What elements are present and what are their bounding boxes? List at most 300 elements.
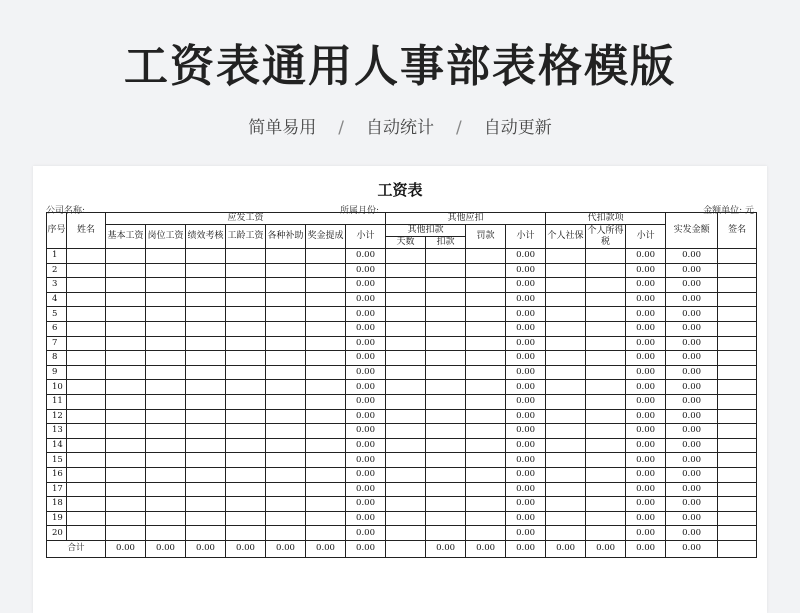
cell-sub2[interactable]: 0.00 bbox=[506, 438, 546, 453]
cell-social[interactable] bbox=[546, 497, 586, 512]
cell-penalty[interactable] bbox=[466, 292, 506, 307]
cell-sub3[interactable]: 0.00 bbox=[626, 409, 666, 424]
cell-sub3[interactable]: 0.00 bbox=[626, 249, 666, 264]
cell-net[interactable]: 0.00 bbox=[666, 263, 718, 278]
cell-perf[interactable] bbox=[186, 263, 226, 278]
cell-sub2[interactable]: 0.00 bbox=[506, 365, 546, 380]
cell-bonus[interactable] bbox=[306, 336, 346, 351]
cell-sub3[interactable]: 0.00 bbox=[626, 482, 666, 497]
cell-net[interactable]: 0.00 bbox=[666, 467, 718, 482]
cell-penalty[interactable] bbox=[466, 351, 506, 366]
cell-penalty[interactable] bbox=[466, 249, 506, 264]
cell-base[interactable] bbox=[106, 409, 146, 424]
cell-social[interactable] bbox=[546, 467, 586, 482]
cell-perf[interactable] bbox=[186, 307, 226, 322]
cell-name[interactable] bbox=[67, 321, 106, 336]
cell-sub2[interactable]: 0.00 bbox=[506, 453, 546, 468]
cell-bonus[interactable] bbox=[306, 467, 346, 482]
cell-deduct[interactable] bbox=[426, 497, 466, 512]
cell-income-tax[interactable] bbox=[586, 263, 626, 278]
cell-post[interactable] bbox=[146, 438, 186, 453]
cell-deduct[interactable] bbox=[426, 351, 466, 366]
cell-name[interactable] bbox=[67, 278, 106, 293]
cell-post[interactable] bbox=[146, 467, 186, 482]
cell-sign[interactable] bbox=[718, 292, 757, 307]
cell-net[interactable]: 0.00 bbox=[666, 482, 718, 497]
cell-social[interactable] bbox=[546, 511, 586, 526]
cell-penalty[interactable] bbox=[466, 307, 506, 322]
cell-days[interactable] bbox=[386, 351, 426, 366]
cell-seniority[interactable] bbox=[226, 307, 266, 322]
cell-no[interactable]: 13 bbox=[47, 424, 67, 439]
cell-income-tax[interactable] bbox=[586, 467, 626, 482]
cell-income-tax[interactable] bbox=[586, 424, 626, 439]
cell-sign[interactable] bbox=[718, 336, 757, 351]
cell-sub3[interactable]: 0.00 bbox=[626, 351, 666, 366]
cell-days[interactable] bbox=[386, 263, 426, 278]
cell-post[interactable] bbox=[146, 394, 186, 409]
cell-allowance[interactable] bbox=[266, 336, 306, 351]
cell-base[interactable] bbox=[106, 482, 146, 497]
cell-social[interactable] bbox=[546, 307, 586, 322]
cell-perf[interactable] bbox=[186, 249, 226, 264]
cell-no[interactable]: 4 bbox=[47, 292, 67, 307]
cell-days[interactable] bbox=[386, 365, 426, 380]
cell-perf[interactable] bbox=[186, 380, 226, 395]
cell-base[interactable] bbox=[106, 424, 146, 439]
cell-name[interactable] bbox=[67, 482, 106, 497]
cell-days[interactable] bbox=[386, 292, 426, 307]
cell-allowance[interactable] bbox=[266, 511, 306, 526]
cell-post[interactable] bbox=[146, 278, 186, 293]
cell-seniority[interactable] bbox=[226, 424, 266, 439]
cell-sub2[interactable]: 0.00 bbox=[506, 249, 546, 264]
cell-seniority[interactable] bbox=[226, 321, 266, 336]
cell-allowance[interactable] bbox=[266, 497, 306, 512]
cell-social[interactable] bbox=[546, 292, 586, 307]
cell-allowance[interactable] bbox=[266, 467, 306, 482]
cell-name[interactable] bbox=[67, 365, 106, 380]
cell-seniority[interactable] bbox=[226, 292, 266, 307]
cell-post[interactable] bbox=[146, 321, 186, 336]
cell-social[interactable] bbox=[546, 278, 586, 293]
cell-deduct[interactable] bbox=[426, 307, 466, 322]
cell-sub1[interactable]: 0.00 bbox=[346, 263, 386, 278]
cell-net[interactable]: 0.00 bbox=[666, 307, 718, 322]
cell-post[interactable] bbox=[146, 307, 186, 322]
cell-post[interactable] bbox=[146, 482, 186, 497]
cell-bonus[interactable] bbox=[306, 453, 346, 468]
cell-sub1[interactable]: 0.00 bbox=[346, 482, 386, 497]
cell-deduct[interactable] bbox=[426, 526, 466, 541]
cell-no[interactable]: 9 bbox=[47, 365, 67, 380]
cell-bonus[interactable] bbox=[306, 249, 346, 264]
cell-base[interactable] bbox=[106, 336, 146, 351]
cell-bonus[interactable] bbox=[306, 409, 346, 424]
cell-social[interactable] bbox=[546, 351, 586, 366]
cell-social[interactable] bbox=[546, 526, 586, 541]
cell-sign[interactable] bbox=[718, 365, 757, 380]
cell-allowance[interactable] bbox=[266, 482, 306, 497]
cell-deduct[interactable] bbox=[426, 511, 466, 526]
cell-sub1[interactable]: 0.00 bbox=[346, 497, 386, 512]
cell-penalty[interactable] bbox=[466, 526, 506, 541]
cell-allowance[interactable] bbox=[266, 424, 306, 439]
cell-income-tax[interactable] bbox=[586, 307, 626, 322]
cell-post[interactable] bbox=[146, 497, 186, 512]
cell-income-tax[interactable] bbox=[586, 292, 626, 307]
cell-sub1[interactable]: 0.00 bbox=[346, 438, 386, 453]
cell-no[interactable]: 10 bbox=[47, 380, 67, 395]
cell-social[interactable] bbox=[546, 438, 586, 453]
cell-perf[interactable] bbox=[186, 438, 226, 453]
cell-penalty[interactable] bbox=[466, 278, 506, 293]
cell-income-tax[interactable] bbox=[586, 511, 626, 526]
cell-perf[interactable] bbox=[186, 292, 226, 307]
cell-penalty[interactable] bbox=[466, 453, 506, 468]
cell-post[interactable] bbox=[146, 453, 186, 468]
cell-base[interactable] bbox=[106, 453, 146, 468]
cell-sub3[interactable]: 0.00 bbox=[626, 336, 666, 351]
cell-income-tax[interactable] bbox=[586, 482, 626, 497]
cell-name[interactable] bbox=[67, 467, 106, 482]
cell-perf[interactable] bbox=[186, 497, 226, 512]
cell-allowance[interactable] bbox=[266, 249, 306, 264]
cell-base[interactable] bbox=[106, 263, 146, 278]
cell-base[interactable] bbox=[106, 497, 146, 512]
cell-penalty[interactable] bbox=[466, 365, 506, 380]
cell-no[interactable]: 1 bbox=[47, 249, 67, 264]
cell-perf[interactable] bbox=[186, 394, 226, 409]
cell-deduct[interactable] bbox=[426, 424, 466, 439]
cell-post[interactable] bbox=[146, 336, 186, 351]
cell-seniority[interactable] bbox=[226, 467, 266, 482]
cell-perf[interactable] bbox=[186, 278, 226, 293]
cell-sub3[interactable]: 0.00 bbox=[626, 292, 666, 307]
cell-sub2[interactable]: 0.00 bbox=[506, 307, 546, 322]
cell-deduct[interactable] bbox=[426, 278, 466, 293]
cell-base[interactable] bbox=[106, 511, 146, 526]
cell-social[interactable] bbox=[546, 394, 586, 409]
cell-sub1[interactable]: 0.00 bbox=[346, 453, 386, 468]
cell-net[interactable]: 0.00 bbox=[666, 365, 718, 380]
cell-perf[interactable] bbox=[186, 526, 226, 541]
cell-sub3[interactable]: 0.00 bbox=[626, 365, 666, 380]
cell-days[interactable] bbox=[386, 380, 426, 395]
cell-sign[interactable] bbox=[718, 453, 757, 468]
cell-seniority[interactable] bbox=[226, 511, 266, 526]
cell-deduct[interactable] bbox=[426, 336, 466, 351]
cell-sub2[interactable]: 0.00 bbox=[506, 467, 546, 482]
cell-sub2[interactable]: 0.00 bbox=[506, 263, 546, 278]
cell-sub2[interactable]: 0.00 bbox=[506, 497, 546, 512]
cell-sub1[interactable]: 0.00 bbox=[346, 336, 386, 351]
cell-no[interactable]: 5 bbox=[47, 307, 67, 322]
cell-days[interactable] bbox=[386, 409, 426, 424]
cell-sign[interactable] bbox=[718, 424, 757, 439]
cell-bonus[interactable] bbox=[306, 497, 346, 512]
cell-deduct[interactable] bbox=[426, 453, 466, 468]
cell-allowance[interactable] bbox=[266, 394, 306, 409]
cell-deduct[interactable] bbox=[426, 321, 466, 336]
cell-sign[interactable] bbox=[718, 321, 757, 336]
cell-bonus[interactable] bbox=[306, 526, 346, 541]
cell-sub1[interactable]: 0.00 bbox=[346, 526, 386, 541]
cell-base[interactable] bbox=[106, 351, 146, 366]
cell-bonus[interactable] bbox=[306, 482, 346, 497]
cell-sub3[interactable]: 0.00 bbox=[626, 263, 666, 278]
cell-name[interactable] bbox=[67, 380, 106, 395]
cell-sign[interactable] bbox=[718, 351, 757, 366]
cell-income-tax[interactable] bbox=[586, 526, 626, 541]
cell-post[interactable] bbox=[146, 409, 186, 424]
cell-allowance[interactable] bbox=[266, 292, 306, 307]
cell-penalty[interactable] bbox=[466, 497, 506, 512]
cell-income-tax[interactable] bbox=[586, 380, 626, 395]
cell-sub1[interactable]: 0.00 bbox=[346, 511, 386, 526]
cell-social[interactable] bbox=[546, 453, 586, 468]
cell-income-tax[interactable] bbox=[586, 321, 626, 336]
cell-sign[interactable] bbox=[718, 263, 757, 278]
cell-sub2[interactable]: 0.00 bbox=[506, 292, 546, 307]
cell-sub2[interactable]: 0.00 bbox=[506, 351, 546, 366]
cell-sub1[interactable]: 0.00 bbox=[346, 249, 386, 264]
cell-sub1[interactable]: 0.00 bbox=[346, 380, 386, 395]
cell-deduct[interactable] bbox=[426, 409, 466, 424]
cell-sign[interactable] bbox=[718, 497, 757, 512]
cell-days[interactable] bbox=[386, 321, 426, 336]
cell-name[interactable] bbox=[67, 526, 106, 541]
cell-deduct[interactable] bbox=[426, 380, 466, 395]
cell-net[interactable]: 0.00 bbox=[666, 497, 718, 512]
cell-days[interactable] bbox=[386, 424, 426, 439]
cell-penalty[interactable] bbox=[466, 394, 506, 409]
cell-penalty[interactable] bbox=[466, 336, 506, 351]
cell-sign[interactable] bbox=[718, 409, 757, 424]
cell-sub1[interactable]: 0.00 bbox=[346, 278, 386, 293]
cell-income-tax[interactable] bbox=[586, 351, 626, 366]
cell-seniority[interactable] bbox=[226, 497, 266, 512]
cell-name[interactable] bbox=[67, 307, 106, 322]
cell-sub2[interactable]: 0.00 bbox=[506, 409, 546, 424]
cell-days[interactable] bbox=[386, 394, 426, 409]
cell-base[interactable] bbox=[106, 365, 146, 380]
cell-net[interactable]: 0.00 bbox=[666, 511, 718, 526]
cell-no[interactable]: 12 bbox=[47, 409, 67, 424]
cell-name[interactable] bbox=[67, 409, 106, 424]
cell-income-tax[interactable] bbox=[586, 365, 626, 380]
cell-days[interactable] bbox=[386, 497, 426, 512]
cell-bonus[interactable] bbox=[306, 380, 346, 395]
cell-perf[interactable] bbox=[186, 351, 226, 366]
cell-seniority[interactable] bbox=[226, 365, 266, 380]
cell-seniority[interactable] bbox=[226, 263, 266, 278]
cell-post[interactable] bbox=[146, 424, 186, 439]
cell-sub3[interactable]: 0.00 bbox=[626, 278, 666, 293]
cell-bonus[interactable] bbox=[306, 263, 346, 278]
cell-days[interactable] bbox=[386, 482, 426, 497]
cell-perf[interactable] bbox=[186, 409, 226, 424]
cell-net[interactable]: 0.00 bbox=[666, 336, 718, 351]
cell-no[interactable]: 6 bbox=[47, 321, 67, 336]
cell-sub3[interactable]: 0.00 bbox=[626, 526, 666, 541]
cell-days[interactable] bbox=[386, 453, 426, 468]
cell-seniority[interactable] bbox=[226, 526, 266, 541]
cell-base[interactable] bbox=[106, 321, 146, 336]
cell-sub3[interactable]: 0.00 bbox=[626, 394, 666, 409]
cell-net[interactable]: 0.00 bbox=[666, 321, 718, 336]
cell-days[interactable] bbox=[386, 278, 426, 293]
cell-no[interactable]: 16 bbox=[47, 467, 67, 482]
cell-allowance[interactable] bbox=[266, 526, 306, 541]
cell-base[interactable] bbox=[106, 307, 146, 322]
cell-social[interactable] bbox=[546, 249, 586, 264]
cell-base[interactable] bbox=[106, 394, 146, 409]
cell-sign[interactable] bbox=[718, 380, 757, 395]
cell-name[interactable] bbox=[67, 424, 106, 439]
cell-sign[interactable] bbox=[718, 482, 757, 497]
cell-sub1[interactable]: 0.00 bbox=[346, 467, 386, 482]
cell-base[interactable] bbox=[106, 249, 146, 264]
cell-allowance[interactable] bbox=[266, 278, 306, 293]
cell-sub3[interactable]: 0.00 bbox=[626, 497, 666, 512]
cell-allowance[interactable] bbox=[266, 438, 306, 453]
cell-penalty[interactable] bbox=[466, 409, 506, 424]
cell-no[interactable]: 19 bbox=[47, 511, 67, 526]
cell-net[interactable]: 0.00 bbox=[666, 424, 718, 439]
cell-penalty[interactable] bbox=[466, 438, 506, 453]
cell-perf[interactable] bbox=[186, 511, 226, 526]
cell-sub1[interactable]: 0.00 bbox=[346, 394, 386, 409]
cell-days[interactable] bbox=[386, 438, 426, 453]
cell-social[interactable] bbox=[546, 409, 586, 424]
cell-post[interactable] bbox=[146, 526, 186, 541]
cell-perf[interactable] bbox=[186, 467, 226, 482]
cell-sub1[interactable]: 0.00 bbox=[346, 424, 386, 439]
cell-sub3[interactable]: 0.00 bbox=[626, 511, 666, 526]
cell-bonus[interactable] bbox=[306, 365, 346, 380]
cell-post[interactable] bbox=[146, 351, 186, 366]
cell-post[interactable] bbox=[146, 292, 186, 307]
cell-sub2[interactable]: 0.00 bbox=[506, 380, 546, 395]
cell-sign[interactable] bbox=[718, 438, 757, 453]
cell-allowance[interactable] bbox=[266, 307, 306, 322]
cell-post[interactable] bbox=[146, 365, 186, 380]
cell-name[interactable] bbox=[67, 336, 106, 351]
cell-net[interactable]: 0.00 bbox=[666, 409, 718, 424]
cell-no[interactable]: 15 bbox=[47, 453, 67, 468]
cell-sub1[interactable]: 0.00 bbox=[346, 321, 386, 336]
cell-income-tax[interactable] bbox=[586, 453, 626, 468]
cell-bonus[interactable] bbox=[306, 424, 346, 439]
cell-no[interactable]: 11 bbox=[47, 394, 67, 409]
cell-penalty[interactable] bbox=[466, 467, 506, 482]
cell-net[interactable]: 0.00 bbox=[666, 438, 718, 453]
cell-sub2[interactable]: 0.00 bbox=[506, 321, 546, 336]
cell-net[interactable]: 0.00 bbox=[666, 278, 718, 293]
cell-allowance[interactable] bbox=[266, 409, 306, 424]
cell-post[interactable] bbox=[146, 249, 186, 264]
cell-penalty[interactable] bbox=[466, 482, 506, 497]
cell-seniority[interactable] bbox=[226, 380, 266, 395]
cell-days[interactable] bbox=[386, 249, 426, 264]
cell-seniority[interactable] bbox=[226, 453, 266, 468]
cell-post[interactable] bbox=[146, 380, 186, 395]
cell-no[interactable]: 7 bbox=[47, 336, 67, 351]
cell-sub2[interactable]: 0.00 bbox=[506, 424, 546, 439]
cell-sign[interactable] bbox=[718, 307, 757, 322]
cell-bonus[interactable] bbox=[306, 351, 346, 366]
cell-allowance[interactable] bbox=[266, 380, 306, 395]
cell-sub3[interactable]: 0.00 bbox=[626, 424, 666, 439]
cell-net[interactable]: 0.00 bbox=[666, 394, 718, 409]
cell-post[interactable] bbox=[146, 511, 186, 526]
cell-sign[interactable] bbox=[718, 394, 757, 409]
cell-base[interactable] bbox=[106, 278, 146, 293]
cell-seniority[interactable] bbox=[226, 482, 266, 497]
cell-deduct[interactable] bbox=[426, 467, 466, 482]
cell-sub3[interactable]: 0.00 bbox=[626, 438, 666, 453]
cell-days[interactable] bbox=[386, 307, 426, 322]
cell-sub1[interactable]: 0.00 bbox=[346, 307, 386, 322]
cell-no[interactable]: 17 bbox=[47, 482, 67, 497]
cell-sign[interactable] bbox=[718, 278, 757, 293]
cell-perf[interactable] bbox=[186, 453, 226, 468]
cell-days[interactable] bbox=[386, 467, 426, 482]
cell-sub3[interactable]: 0.00 bbox=[626, 380, 666, 395]
cell-bonus[interactable] bbox=[306, 292, 346, 307]
cell-income-tax[interactable] bbox=[586, 249, 626, 264]
cell-base[interactable] bbox=[106, 467, 146, 482]
cell-sub3[interactable]: 0.00 bbox=[626, 467, 666, 482]
cell-deduct[interactable] bbox=[426, 292, 466, 307]
cell-perf[interactable] bbox=[186, 321, 226, 336]
cell-sub2[interactable]: 0.00 bbox=[506, 336, 546, 351]
cell-social[interactable] bbox=[546, 482, 586, 497]
cell-deduct[interactable] bbox=[426, 249, 466, 264]
cell-sub1[interactable]: 0.00 bbox=[346, 351, 386, 366]
cell-deduct[interactable] bbox=[426, 438, 466, 453]
cell-no[interactable]: 8 bbox=[47, 351, 67, 366]
cell-sub2[interactable]: 0.00 bbox=[506, 278, 546, 293]
cell-net[interactable]: 0.00 bbox=[666, 292, 718, 307]
cell-allowance[interactable] bbox=[266, 263, 306, 278]
cell-seniority[interactable] bbox=[226, 394, 266, 409]
cell-no[interactable]: 20 bbox=[47, 526, 67, 541]
cell-allowance[interactable] bbox=[266, 351, 306, 366]
cell-income-tax[interactable] bbox=[586, 278, 626, 293]
cell-penalty[interactable] bbox=[466, 263, 506, 278]
cell-seniority[interactable] bbox=[226, 351, 266, 366]
cell-social[interactable] bbox=[546, 380, 586, 395]
cell-base[interactable] bbox=[106, 526, 146, 541]
cell-name[interactable] bbox=[67, 249, 106, 264]
cell-sub2[interactable]: 0.00 bbox=[506, 394, 546, 409]
cell-name[interactable] bbox=[67, 263, 106, 278]
cell-bonus[interactable] bbox=[306, 511, 346, 526]
cell-no[interactable]: 18 bbox=[47, 497, 67, 512]
cell-social[interactable] bbox=[546, 424, 586, 439]
cell-bonus[interactable] bbox=[306, 278, 346, 293]
cell-sub1[interactable]: 0.00 bbox=[346, 365, 386, 380]
cell-seniority[interactable] bbox=[226, 278, 266, 293]
cell-net[interactable]: 0.00 bbox=[666, 249, 718, 264]
cell-no[interactable]: 2 bbox=[47, 263, 67, 278]
cell-social[interactable] bbox=[546, 321, 586, 336]
cell-income-tax[interactable] bbox=[586, 336, 626, 351]
cell-sub1[interactable]: 0.00 bbox=[346, 409, 386, 424]
cell-bonus[interactable] bbox=[306, 438, 346, 453]
